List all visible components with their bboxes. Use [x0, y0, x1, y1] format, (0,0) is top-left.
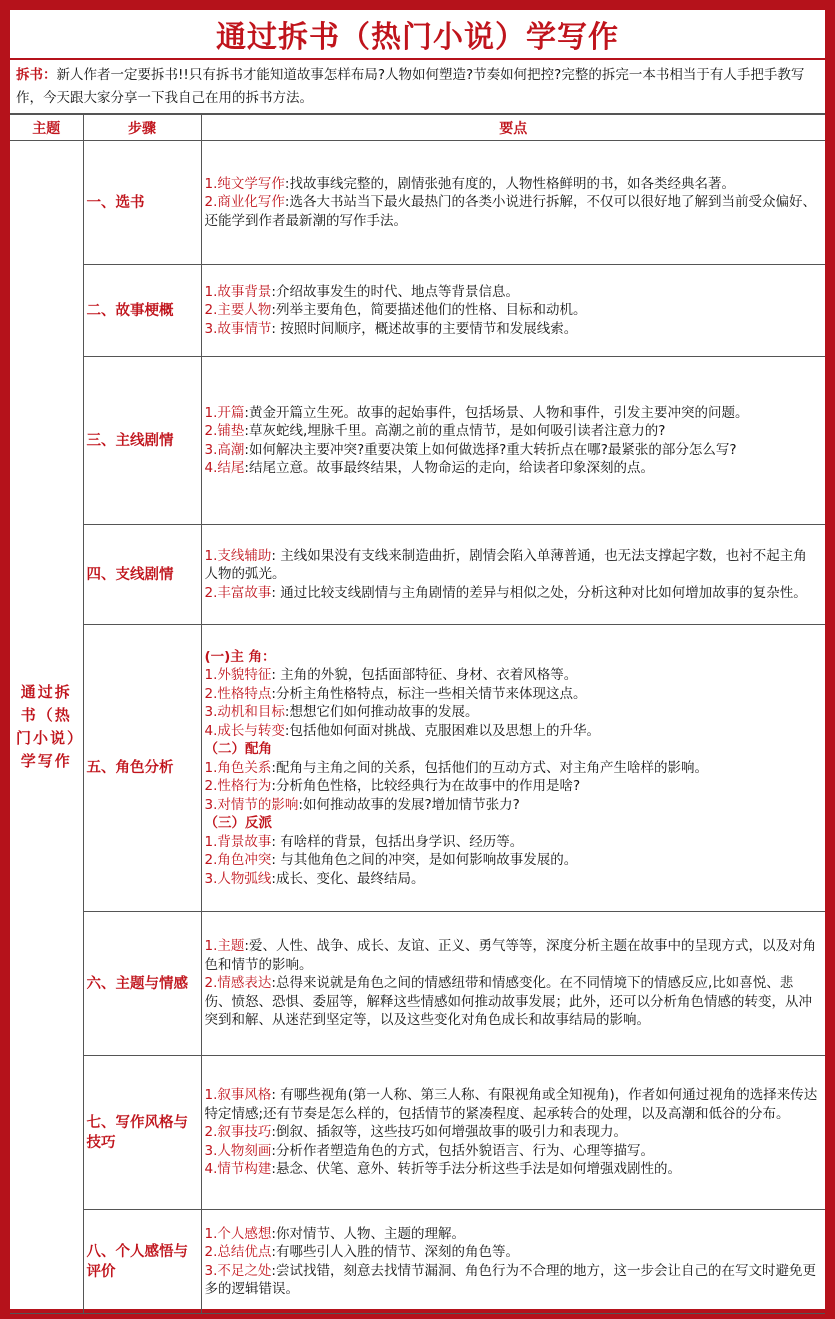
point-item [205, 422, 820, 441]
point-keyword: 2.商业化写作 [204, 194, 285, 211]
point-item [205, 759, 820, 778]
point-text: : 有哪些视角(第一人称、第三人称、有限视角或全知视角)，作者如何通过视角的选择来传达特定情感;还有节奏是怎么样的，包括情节的紧凑程度、起承转合的处理，以及高潮和低谷的分布。 [204, 1087, 818, 1122]
point-item [205, 301, 820, 320]
points-cell [201, 1056, 825, 1210]
point-item [205, 441, 820, 460]
point-text: :爱、人性、战争、成长、友谊、正义、勇气等等，深度分析主题在故事中的呈现方式，以及对角色和情节的影响。 [204, 938, 816, 973]
topic-cell: 通过拆书（热门小说）学写作 [10, 141, 83, 1314]
point-item [205, 796, 820, 815]
point-text: : 按照时间顺序，概述故事的主要情节和发展线索。 [271, 320, 578, 337]
point-keyword: 2.叙事技巧 [204, 1124, 272, 1141]
point-keyword: 2.丰富故事 [204, 584, 272, 601]
intro-paragraph [10, 60, 825, 114]
point-item [205, 685, 820, 704]
point-text: :想想它们如何推动故事的发展。 [284, 704, 479, 721]
point-keyword: 4.成长与转变 [204, 722, 285, 739]
table-row [10, 265, 825, 357]
point-item [205, 404, 820, 423]
point-item [205, 584, 820, 603]
point-item [205, 193, 820, 230]
point-item [205, 283, 820, 302]
points-cell [201, 265, 825, 357]
role-subheading: （三）反派 [204, 815, 272, 832]
point-keyword: 4.情节构建 [204, 1161, 272, 1178]
point-item [205, 1225, 820, 1244]
point-text: :介绍故事发生的时代、地点等背景信息。 [271, 283, 519, 300]
role-subheading: （二）配角 [204, 741, 272, 758]
point-text: :有哪些引人入胜的情节、深刻的角色等。 [271, 1244, 519, 1260]
point-keyword: 3.人物刻画 [204, 1142, 272, 1159]
point-item [205, 870, 820, 889]
point-text: :尝试找错，刻意去找情节漏洞、角色行为不合理的地方，这一步会让自己的在写文时避免更多的逻辑错误。 [204, 1262, 816, 1297]
points-cell [201, 1210, 825, 1314]
point-text: :分析角色性格，比较经典行为在故事中的作用是啥? [271, 778, 581, 795]
step-cell: 一、选书 [83, 141, 201, 265]
point-keyword: 1.外貌特征 [204, 667, 272, 684]
point-keyword: 1.叙事风格 [204, 1087, 272, 1104]
point-text: :分析作者塑造角色的方式，包括外貌语言、行为、心理等描写。 [271, 1142, 654, 1159]
point-keyword: 3.高潮 [204, 441, 245, 458]
point-item [205, 320, 820, 339]
step-cell: 三、主线剧情 [83, 357, 201, 525]
point-item [205, 937, 820, 974]
point-keyword: 2.总结优点 [204, 1244, 272, 1260]
point-keyword: 2.角色冲突 [204, 852, 272, 869]
point-item [205, 974, 820, 1030]
point-keyword: 3.动机和目标 [204, 704, 285, 721]
point-text: : 主角的外貌，包括面部特征、身材、衣着风格等。 [271, 667, 578, 684]
point-keyword: 2.性格行为 [204, 778, 272, 795]
method-table [10, 114, 825, 1314]
point-item [205, 777, 820, 796]
points-cell [201, 141, 825, 265]
point-keyword: 2.铺垫 [204, 423, 245, 439]
point-text: :列举主要角色，简要描述他们的性格、目标和动机。 [271, 302, 587, 319]
point-item [205, 833, 820, 852]
table-row [10, 141, 825, 265]
point-keyword: 1.背景故事 [204, 833, 272, 850]
point-item [205, 547, 820, 584]
step-cell: 七、写作风格与技巧 [83, 1056, 201, 1210]
points-cell [201, 912, 825, 1056]
point-keyword: 1.角色关系 [204, 759, 272, 776]
point-keyword: 1.主题 [204, 938, 245, 955]
points-cell [201, 525, 825, 625]
point-text: : 主线如果没有支线来制造曲折，剧情会陷入单薄普通，也无法支撑起字数，也衬不起主角人物的弧光。 [204, 547, 807, 583]
table-header-row [10, 115, 825, 141]
point-keyword: 3.不足之处 [204, 1262, 272, 1279]
header-topic: 主题 [10, 115, 83, 141]
point-text: :找故事线完整的，剧情张弛有度的，人物性格鲜明的书，如各类经典名著。 [284, 175, 735, 192]
point-keyword: 3.对情节的影响 [204, 796, 299, 813]
point-text: : 有啥样的背景，包括出身学识、经历等。 [271, 833, 524, 850]
point-text: :如何解决主要冲突?重要决策上如何做选择?重大转折点在哪?最紧张的部分怎么写? [244, 441, 737, 458]
point-text: :成长、变化、最终结局。 [271, 870, 425, 887]
table-row [10, 625, 825, 912]
point-text: :配角与主角之间的关系，包括他们的互动方式、对主角产生啥样的影响。 [271, 759, 708, 776]
point-item [205, 175, 820, 194]
point-item [205, 851, 820, 870]
point-text: :悬念、伏笔、意外、转折等手法分析这些手法是如何增强戏剧性的。 [271, 1161, 681, 1178]
points-cell [201, 357, 825, 525]
point-keyword: 1.故事背景 [204, 283, 272, 300]
point-keyword: 4.结尾 [204, 460, 245, 476]
point-item [205, 1160, 820, 1179]
point-item [205, 1086, 820, 1123]
table-body [10, 141, 825, 1314]
header-step: 步骤 [83, 115, 201, 141]
point-keyword: 3.故事情节 [204, 320, 272, 337]
page-title: 通过拆书（热门小说）学写作 [10, 10, 825, 60]
point-item [205, 722, 820, 741]
point-text: : 与其他角色之间的冲突，是如何影响故事发展的。 [271, 852, 578, 869]
point-item [205, 703, 820, 722]
step-cell: 四、支线剧情 [83, 525, 201, 625]
table-row [10, 357, 825, 525]
point-text: :结尾立意。故事最终结果，人物命运的走向，给读者印象深刻的点。 [244, 460, 654, 476]
point-item [205, 666, 820, 685]
point-item [205, 459, 820, 478]
header-points: 要点 [201, 115, 825, 141]
point-text: : 通过比较支线剧情与主角剧情的差异与相似之处，分析这种对比如何增加故事的复杂性。 [271, 584, 807, 601]
role-subheading: (一)主 角： [204, 648, 276, 665]
step-cell: 五、角色分析 [83, 625, 201, 912]
points-cell [201, 625, 825, 912]
table-row [10, 1056, 825, 1210]
point-text: :选各大书站当下最火最热门的各类小说进行拆解，不仅可以很好地了解到当前受众偏好、还能学到作者最新潮的写作手法。 [204, 194, 816, 229]
point-keyword: 2.主要人物 [204, 302, 272, 319]
point-item [205, 1142, 820, 1161]
table-row [10, 525, 825, 625]
point-keyword: 1.个人感想 [204, 1225, 272, 1242]
point-keyword: 1.支线辅助 [204, 547, 272, 564]
table-row [10, 912, 825, 1056]
point-keyword: 2.性格特点 [204, 685, 272, 702]
step-cell: 二、故事梗概 [83, 265, 201, 357]
point-text: :黄金开篇立生死。故事的起始事件，包括场景、人物和事件，引发主要冲突的问题。 [244, 404, 749, 421]
point-item [205, 1123, 820, 1142]
point-text: :倒叙、插叙等，这些技巧如何增强故事的吸引力和表现力。 [271, 1124, 627, 1141]
point-keyword: 2.情感表达 [204, 975, 272, 992]
point-text: :如何推动故事的发展?增加情节张力? [298, 796, 520, 813]
point-text: :你对情节、人物、主题的理解。 [271, 1225, 465, 1242]
step-cell: 八、个人感悟与评价 [83, 1210, 201, 1314]
point-keyword: 3.人物弧线 [204, 870, 272, 887]
point-keyword: 1.纯文学写作 [204, 175, 285, 192]
point-text: :总得来说就是角色之间的情感纽带和情感变化。在不同情境下的情感反应,比如喜悦、悲伤、愤怒、恐惧、委屈等，解释这些情感如何推动故事发展；此外，还可以分析角色情感的转变，从冲突到和解、从迷茫到坚定等，以及这些变化对角色成长和故事结局的影响。 [204, 975, 812, 1029]
point-item [205, 1243, 820, 1262]
step-cell: 六、主题与情感 [83, 912, 201, 1056]
point-text: :分析主角性格特点，标注一些相关情节来体现这点。 [271, 685, 587, 702]
point-keyword: 1.开篇 [204, 404, 245, 421]
point-text: :草灰蛇线,埋脉千里。高潮之前的重点情节，是如何吸引读者注意力的? [244, 423, 666, 439]
table-row [10, 1210, 825, 1314]
intro-text: 新人作者一定要拆书!!只有拆书才能知道故事怎样布局?人物如何塑造?节奏如何把控?完整的拆完一本书相当于有人手把手教写作，今天跟大家分享一下我自己在用的拆书方法。 [16, 67, 805, 106]
intro-label: 拆书： [16, 67, 57, 83]
point-item [205, 1262, 820, 1299]
point-text: :包括他如何面对挑战、克服困难以及思想上的升华。 [284, 722, 600, 739]
